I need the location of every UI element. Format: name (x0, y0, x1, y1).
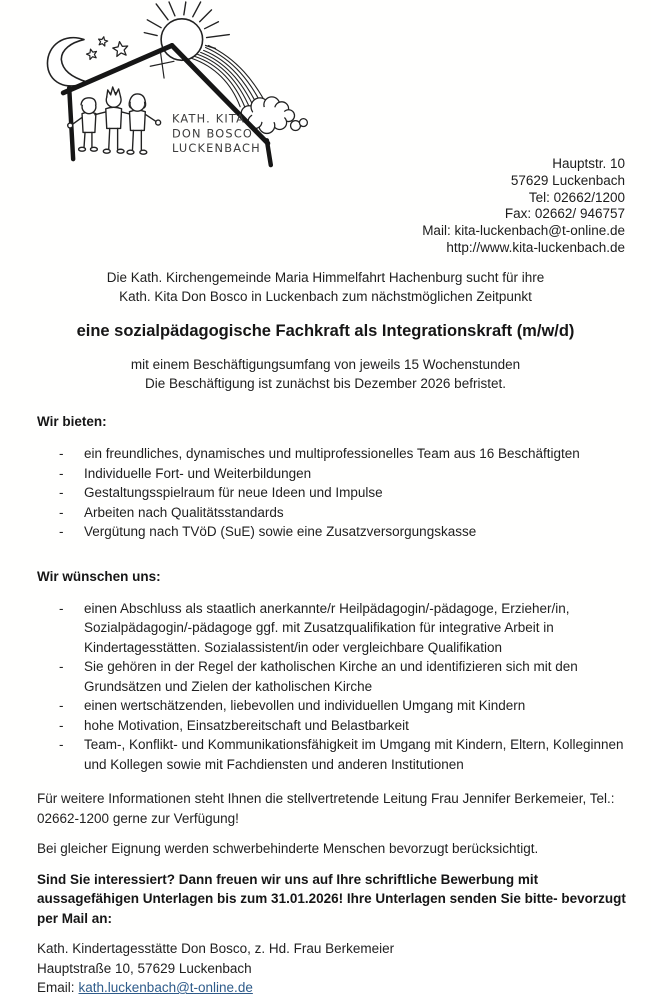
list-item (59, 464, 641, 484)
document-body (0, 268, 651, 998)
details-line-2: Die Beschäftigung ist zunächst bis Dezember 2026 befristet. (145, 376, 506, 391)
list-item (59, 483, 641, 503)
bullet-dash: - (59, 659, 64, 674)
address-recipient: Kath. Kindertagesstätte Don Bosco, z. Hd. Frau Berkemeier (37, 941, 395, 956)
offer-list (59, 444, 641, 542)
intro-line-1: Die Kath. Kirchengemeinde Maria Himmelfahrt Hachenburg sucht für ihre (106, 270, 545, 285)
bullet-dash: - (59, 446, 64, 461)
list-item-text: Team-, Konflikt- und Kommunikationsfähigkeit im Umgang mit Kindern, Eltern, Kolleginnen und Kollegen sowie mit Fachdiensten und anderen Institutionen (84, 737, 624, 772)
email-label: Email: (37, 980, 75, 995)
employment-details (0, 355, 651, 393)
contact-city: 57629 Luckenbach (510, 172, 625, 188)
bullet-dash: - (59, 737, 64, 752)
list-item-text: hohe Motivation, Einsatzbereitschaft und Belastbarkeit (84, 717, 409, 733)
contact-mail: Mail: kita-luckenbach@t-online.de (422, 223, 625, 239)
bullet-dash: - (59, 698, 64, 713)
list-item-text: Sie gehören in der Regel der katholischen Kirche an und identifizieren sich mit den Grundsätzen und Zielen der katholischen Kirche (84, 659, 578, 694)
bullet-dash: - (59, 465, 64, 481)
bullet-dash: - (59, 524, 64, 539)
intro-line-2: Kath. Kita Don Bosco in Luckenbach zum nächstmöglichen Zeitpunkt (119, 289, 532, 304)
list-item (59, 599, 641, 658)
list-item-text: einen wertschätzenden, liebevollen und individuellen Umgang mit Kindern (84, 698, 526, 713)
email-line (37, 978, 623, 998)
list-item (59, 522, 641, 542)
equality-note: Bei gleicher Eignung werden schwerbehinderte Menschen bevorzugt berücksichtigt. (37, 841, 539, 856)
list-item (59, 696, 641, 716)
list-item (59, 657, 641, 696)
details-line-1: mit einem Beschäftigungsumfang von jeweils 15 Wochenstunden (130, 357, 521, 372)
bullet-dash: - (59, 485, 64, 500)
logo-line-1: KATH. KITA (171, 111, 246, 126)
wish-list (59, 599, 641, 775)
list-item (59, 444, 641, 464)
email-link[interactable]: kath.luckenbach@t-online.de (78, 980, 253, 995)
logo-line-2: DON BOSCO (171, 126, 254, 141)
logo-line-3: LUCKENBACH (171, 141, 261, 156)
contact-block (422, 156, 625, 257)
list-item (59, 503, 641, 523)
bullet-dash: - (59, 504, 64, 520)
job-title: eine sozialpädagogische Fachkraft als Integrationskraft (m/w/d) (76, 322, 575, 340)
moon-icon (47, 38, 87, 86)
list-item-text: Arbeiten nach Qualitätsstandards (84, 504, 284, 520)
contact-street: Hauptstr. 10 (552, 156, 625, 171)
list-item (59, 735, 641, 774)
list-item-text: Gestaltungsspielraum für neue Ideen und Impulse (84, 485, 383, 500)
children-icon (68, 87, 161, 154)
info-paragraph: Für weitere Informationen steht Ihnen die stellvertretende Leitung Frau Jennifer Berkemeier, Tel.: 02662-1200 gerne zur Verfügung! (37, 791, 615, 826)
address-street: Hauptstraße 10, 57629 Luckenbach (37, 960, 252, 976)
list-item-text: einen Abschluss als staatlich anerkannte/r Heilpädagogin/-pädagoge, Erzieher/in, Sozialpädagogin/-pädagoge ggf. mit Zusatzqualifikation für integrative Arbeit in Kindertagesstätten. Sozialassistent/in oder vergleichbare Qualifikation (84, 600, 570, 655)
application-address (37, 939, 623, 998)
contact-phone: Tel: 02662/1200 (528, 189, 625, 205)
stars-icon (86, 36, 129, 60)
list-item (59, 716, 641, 736)
intro-paragraph (0, 268, 651, 306)
wish-heading: Wir wünschen uns: (37, 568, 161, 584)
contact-fax: Fax: 02662/ 946757 (504, 206, 625, 222)
contact-website: http://www.kita-luckenbach.de (446, 239, 625, 255)
bullet-dash: - (59, 717, 64, 733)
cta-paragraph: Sind Sie interessiert? Dann freuen wir uns auf Ihre schriftliche Bewerbung mit aussagefähigen Unterlagen bis zum 31.01.2026! Ihre Unterlagen senden Sie bitte- bevorzugt per Mail an: (37, 871, 626, 926)
offer-heading: Wir bieten: (37, 414, 107, 429)
list-item-text: ein freundliches, dynamisches und multiprofessionelles Team aus 16 Beschäftigten (84, 446, 580, 461)
bullet-dash: - (59, 600, 64, 616)
list-item-text: Vergütung nach TVöD (SuE) sowie eine Zusatzversorgungskasse (84, 524, 477, 539)
kita-logo (25, 2, 315, 170)
list-item-text: Individuelle Fort- und Weiterbildungen (84, 465, 312, 481)
